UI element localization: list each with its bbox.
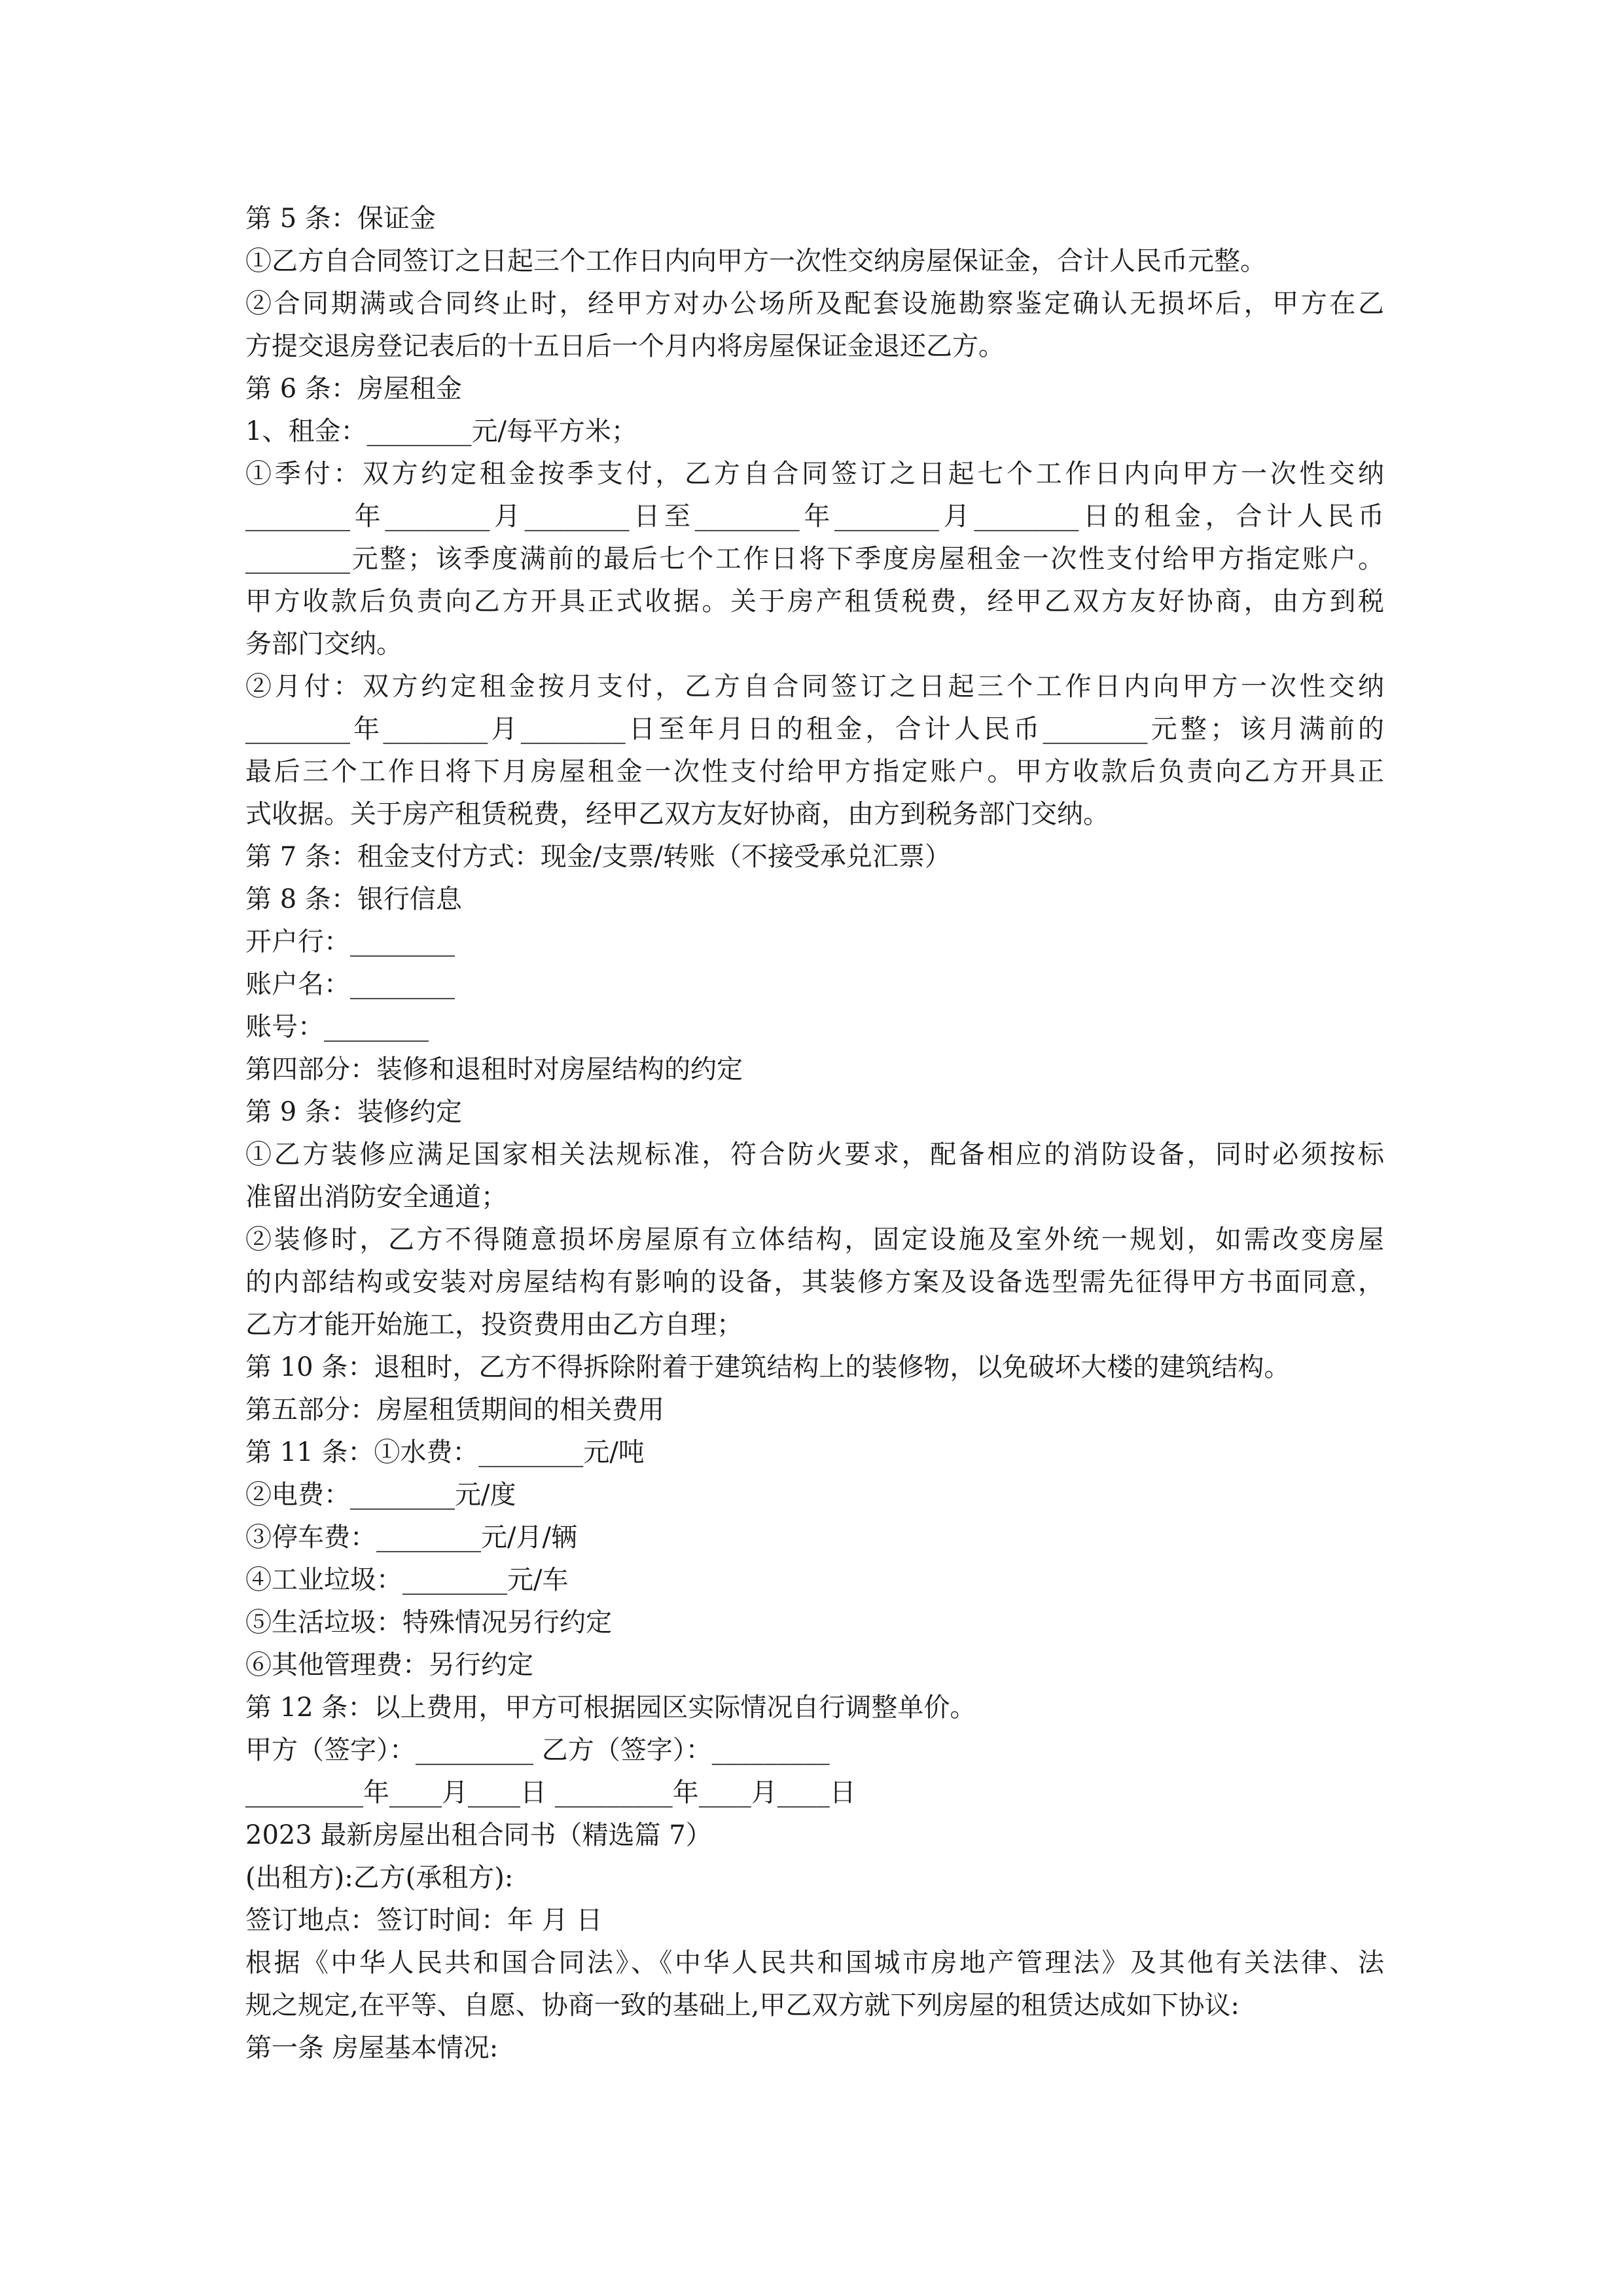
parties-line: (出租方):乙方(承租方): [245, 1863, 514, 1893]
preamble-line-2: 规之规定,在平等、自愿、协商一致的基础上,甲乙双方就下列房屋的租赁达成如下协议: [245, 1990, 1240, 2020]
clause-5-item-2-line-2: 方提交退房登记表后的十五日后一个月内将房屋保证金退还乙方。 [245, 331, 1005, 361]
electricity-fee: ②电费：________元/度 [245, 1480, 516, 1510]
parking-fee: ③停车费：________元/月/辆 [245, 1522, 577, 1552]
preamble-line-1: 根据《中华人民共和国合同法》、《中华人民共和国城市房地产管理法》及其他有关法律、法 [245, 1948, 1384, 1978]
clause-7: 第 7 条：租金支付方式：现金/支票/转账（不接受承兑汇票） [245, 842, 951, 872]
clause-12: 第 12 条：以上费用，甲方可根据园区实际情况自行调整单价。 [245, 1693, 976, 1723]
signature-date-line: _________年____月____日 _________年____月____日 [245, 1778, 856, 1808]
clause-10: 第 10 条：退租时，乙方不得拆除附着于建筑结构上的装修物，以免破坏大楼的建筑结构。 [245, 1352, 1291, 1382]
signing-place-time: 签订地点：签订时间：年 月 日 [245, 1905, 603, 1935]
clause-5-heading: 第 5 条：保证金 [245, 204, 436, 234]
monthly-payment-line-2: ________年________月________日至年月日的租金，合计人民币________元整；该月满前的 [245, 714, 1384, 744]
rent-per-sqm: 1、租金：________元/每平方米； [245, 416, 637, 446]
clause-11-water-fee: 第 11 条：①水费：________元/吨 [245, 1437, 645, 1467]
document-page [245, 198, 1384, 2070]
quarterly-payment-line-1: ①季付：双方约定租金按季支付，乙方自合同签订之日起七个工作日内向甲方一次性交纳 [245, 459, 1384, 489]
clause-9-item-2-line-1: ②装修时，乙方不得随意损坏房屋原有立体结构，固定设施及室外统一规划，如需改变房屋 [245, 1225, 1384, 1255]
monthly-payment-line-1: ②月付：双方约定租金按月支付，乙方自合同签订之日起三个工作日内向甲方一次性交纳 [245, 672, 1384, 702]
household-waste-fee: ⑤生活垃圾：特殊情况另行约定 [245, 1607, 612, 1638]
quarterly-payment-line-3: ________元整；该季度满前的最后七个工作日将下季度房屋租金一次性支付给甲方指定账户。 [245, 544, 1384, 574]
clause-9-item-1-line-2: 准留出消防安全通道； [245, 1182, 507, 1212]
clause-9-item-1-line-1: ①乙方装修应满足国家相关法规标准，符合防火要求，配备相应的消防设备，同时必须按标 [245, 1139, 1384, 1170]
bank-name-field: 开户行：________ [245, 927, 455, 957]
part-4-heading: 第四部分：装修和退租时对房屋结构的约定 [245, 1054, 743, 1085]
monthly-payment-line-4: 式收据。关于房产租赁税费，经甲乙双方友好协商，由方到税务部门交纳。 [245, 799, 1109, 829]
clause-5-item-2-line-1: ②合同期满或合同终止时，经甲方对办公场所及配套设施勘察鉴定确认无损坏后，甲方在乙 [245, 289, 1384, 319]
industrial-waste-fee: ④工业垃圾：________元/车 [245, 1565, 569, 1595]
signature-line: 甲方（签字）：_________ 乙方（签字）：_________ [245, 1735, 830, 1765]
article-1-heading: 第一条 房屋基本情况: [245, 2033, 499, 2063]
quarterly-payment-line-2: ________年________月________日至________年________月________日的租金，合计人民币 [245, 501, 1384, 531]
clause-9-heading: 第 9 条：装修约定 [245, 1097, 462, 1127]
clause-5-item-1: ①乙方自合同签订之日起三个工作日内向甲方一次性交纳房屋保证金，合计人民币元整。 [245, 246, 1266, 276]
quarterly-payment-line-5: 务部门交纳。 [245, 629, 402, 659]
other-management-fee: ⑥其他管理费：另行约定 [245, 1650, 533, 1680]
account-name-field: 账户名：________ [245, 969, 455, 999]
clause-6-heading: 第 6 条：房屋租金 [245, 374, 462, 404]
account-number-field: 账号：________ [245, 1012, 429, 1042]
clause-9-item-2-line-3: 乙方才能开始施工，投资费用由乙方自理； [245, 1310, 743, 1340]
quarterly-payment-line-4: 甲方收款后负责向乙方开具正式收据。关于房产租赁税费，经甲乙双方友好协商，由方到税 [245, 586, 1384, 617]
clause-9-item-2-line-2: 的内部结构或安装对房屋结构有影响的设备，其装修方案及设备选型需先征得甲方书面同意， [245, 1267, 1384, 1297]
monthly-payment-line-3: 最后三个工作日将下月房屋租金一次性支付给甲方指定账户。甲方收款后负责向乙方开具正 [245, 757, 1384, 787]
section-title: 2023 最新房屋出租合同书（精选篇 7） [245, 1820, 712, 1850]
clause-8-heading: 第 8 条：银行信息 [245, 884, 462, 914]
part-5-heading: 第五部分：房屋租赁期间的相关费用 [245, 1395, 664, 1425]
